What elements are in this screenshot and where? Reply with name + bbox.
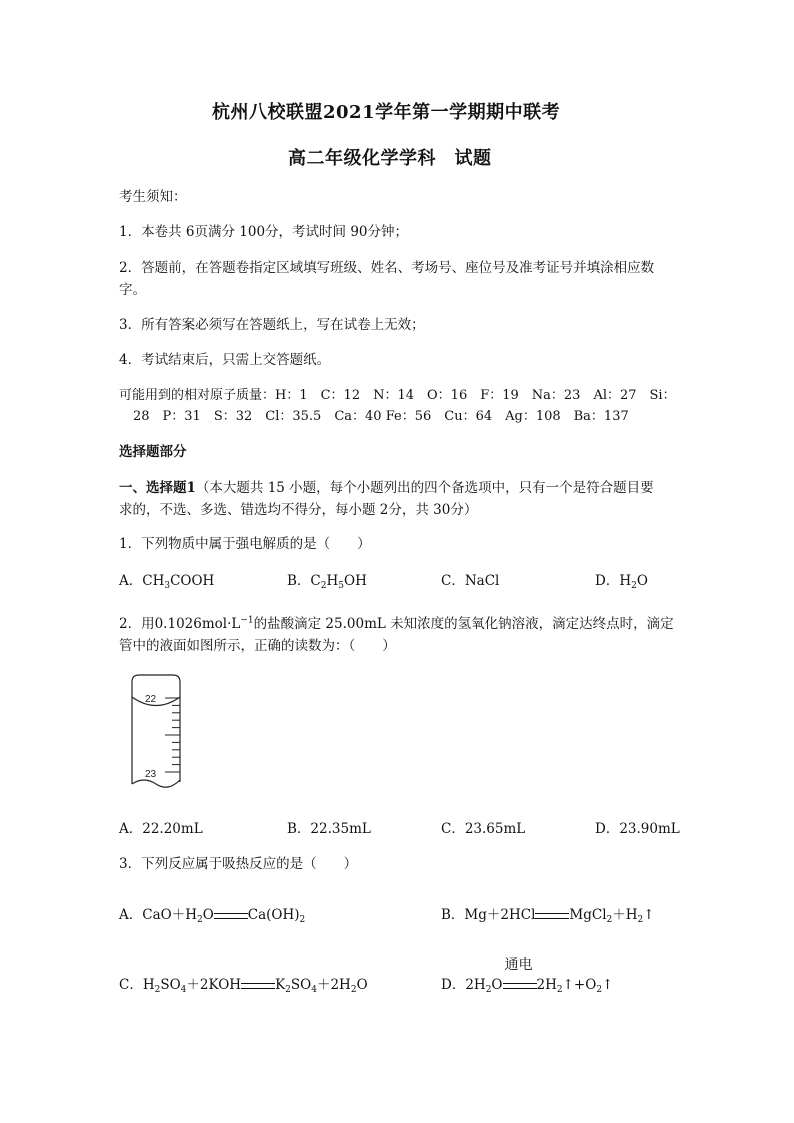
q1-option-a (119, 569, 214, 591)
page-title: 杭州八校联盟2021学年第一学期期中联考 (212, 102, 561, 123)
notice-heading: 考生须知： (119, 189, 187, 205)
part-instructions (119, 476, 654, 496)
gas-arrow-icon: ↑ (602, 977, 614, 993)
q2-stem-a: 2．用 (119, 616, 155, 632)
q1-option-d (595, 569, 648, 591)
atomic-masses-line-2: 28 P：31 S：32 Cl：35.5 Ca：40 Fe：56 Cu：64 Ag：108 Ba：137 (133, 409, 629, 424)
q2-stem-b: 的盐酸滴定 25.00mL 未知浓度的氢氧化钠溶液，滴定达终点时，滴定 (253, 616, 674, 632)
q1-a-text: A．CH (119, 573, 165, 589)
q3-c-mid1: SO (160, 977, 181, 993)
part-label: 一、选择题1 (119, 480, 196, 496)
q3-a-right: Ca(OH) (247, 907, 300, 923)
q3-c-end: O (356, 977, 368, 993)
q3-d-sub2: 2 (556, 985, 563, 995)
notice-item-2: 2．答题前，在答题卷指定区域填写班级、姓名、考场号、座位号及准考证号并填涂相应数 (119, 260, 655, 276)
q3-b-sub: 2 (606, 915, 613, 925)
q3-c-sub5: 2 (350, 985, 357, 995)
q3-option-b (441, 903, 655, 925)
q1-stem: 1．下列物质中属于强电解质的是（ ） (119, 536, 371, 552)
q3-a-left: A．CaO＋H (119, 907, 197, 923)
q2-unit-dot: · (227, 616, 232, 632)
q3-c-mid3: SO (290, 977, 312, 993)
q3-c-mid4: ＋2H (316, 977, 351, 993)
q1-b-sub1: 2 (320, 581, 327, 591)
q1-b-text: B．C (287, 573, 321, 589)
q2-unit-sup: −1 (240, 615, 254, 626)
q2-stem-line-2: 管中的液面如图所示，正确的读数为：（ ） (119, 638, 396, 654)
equation-sign (214, 908, 248, 924)
q3-c-right: K (275, 977, 286, 993)
q3-d-sub1: 2 (485, 985, 492, 995)
notice-item-2-cont: 字。 (119, 282, 146, 298)
equation-sign (241, 978, 275, 994)
notice-item-1: 1．本卷共 6页满分 100分，考试时间 90分钟； (119, 224, 408, 240)
q1-d-rest: O (636, 573, 648, 589)
q1-b-mid: H (326, 573, 339, 589)
q3-c-sub2: 4 (180, 985, 187, 995)
atomic-masses-line-1: 可能用到的相对原子质量：H：1 C：12 N：14 O：16 F：19 Na：23 Al：27 Si： (119, 388, 676, 403)
burette-label-23: 23 (145, 769, 157, 780)
q3-b-right: MgCl (569, 907, 607, 923)
q3-d-r2: ↑+O (562, 977, 597, 993)
q3-b-sub2: 2 (637, 915, 644, 925)
q1-b-rest: OH (344, 573, 367, 589)
q3-d-right: 2H (536, 977, 557, 993)
q2-conc: 0.1026mol (154, 616, 228, 632)
q3-c-sub4: 4 (311, 985, 317, 995)
q3-d-mid: O (491, 977, 503, 993)
reaction-condition: 通电 (504, 956, 533, 973)
q2-unit-l: L (231, 616, 241, 632)
part-desc-2: 求的，不选、多选、错选均不得分，每小题 2分，共 30分） (119, 502, 478, 518)
q3-d-sub3: 2 (596, 985, 603, 995)
q2-stem (119, 612, 674, 632)
q3-a-sub2: 2 (299, 915, 306, 925)
part-desc-1: （本大题共 15 小题，每个小题列出的四个备选项中，只有一个是符合题目要 (195, 480, 654, 496)
notice-item-3: 3．所有答案必须写在答题纸上，写在试卷上无效； (119, 317, 425, 333)
q3-b-plus: ＋H (612, 907, 638, 923)
q3-option-c (119, 973, 368, 995)
q1-d-sub: 2 (631, 581, 637, 591)
gas-arrow-icon: ↑ (643, 907, 655, 923)
q3-a-mid: O (202, 907, 214, 923)
q2-option-b: B．22.35mL (287, 821, 371, 837)
q3-a-sub: 2 (196, 915, 203, 925)
q3-c-sub1: 2 (154, 985, 161, 995)
section-heading: 选择题部分 (119, 444, 187, 460)
equation-sign (535, 908, 569, 924)
page-subtitle: 高二年级化学学科 试题 (288, 148, 492, 169)
q3-c-mid2: ＋2KOH (186, 977, 242, 993)
q1-option-c: C．NaCl (441, 573, 500, 589)
q2-option-a: A．22.20mL (119, 821, 203, 837)
q1-d-text: D．H (595, 573, 632, 589)
q3-stem: 3．下列反应属于吸热反应的是（ ） (119, 856, 358, 872)
q1-a-sub: 3 (164, 581, 171, 591)
q3-b-left: B．Mg＋2HCl (441, 907, 536, 923)
q3-c-sub3: 2 (285, 985, 291, 995)
q2-option-d: D．23.90mL (595, 821, 680, 837)
burette-figure (125, 672, 187, 797)
q3-d-left: D．2H (441, 977, 486, 993)
q1-option-b (287, 569, 367, 591)
q2-option-c: C．23.65mL (441, 821, 526, 837)
q3-c-left: C．H (119, 977, 155, 993)
notice-item-4: 4．考试结束后，只需上交答题纸。 (119, 352, 331, 368)
q3-option-a (119, 903, 305, 925)
burette-label-22: 22 (145, 694, 157, 705)
q1-a-rest: COOH (170, 573, 215, 589)
equation-sign-with-condition (503, 956, 537, 994)
q3-option-d (441, 956, 614, 995)
q1-b-sub2: 5 (338, 581, 344, 591)
